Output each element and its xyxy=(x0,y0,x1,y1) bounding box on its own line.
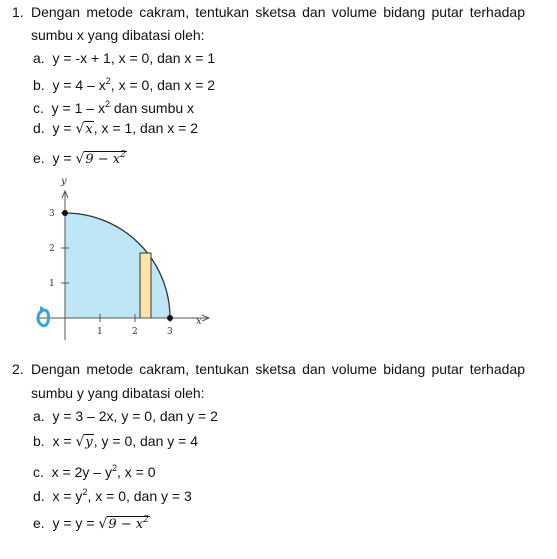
y-axis-label: y xyxy=(61,176,67,187)
question-2-item-c xyxy=(33,458,156,482)
item-text-pre: y = xyxy=(52,120,76,136)
item-text-pre: x = 2y – y xyxy=(51,464,112,480)
question-2-intro-line2: sumbu y yang dibatasi oleh: xyxy=(31,385,205,401)
question-1-item-b xyxy=(33,71,215,95)
item-text-pre: y = 1 – x xyxy=(51,100,105,116)
x-tick-label: 1 xyxy=(97,327,103,337)
question-2-item-b xyxy=(33,431,198,453)
question-2-item-a xyxy=(33,406,218,426)
question-1-item-d xyxy=(33,118,198,140)
square-root: $√9 - x^2$ xyxy=(98,515,149,532)
item-text-post: , y = 0, dan y = 4 xyxy=(93,433,199,449)
shaded-region xyxy=(65,213,170,318)
radicand-exponent: 2 xyxy=(120,150,126,160)
item-label: e. xyxy=(33,515,45,531)
item-text-pre: y = xyxy=(52,150,76,166)
item-label: e. xyxy=(33,150,45,166)
radicand: 9 − x xyxy=(85,152,121,167)
item-label: d. xyxy=(33,120,45,136)
question-2-intro-line1: Dengan metode cakram, tentukan sketsa dan volume bidang putar terhadap xyxy=(31,361,525,377)
item-exponent: 2 xyxy=(111,463,117,473)
item-label: c. xyxy=(33,464,44,480)
item-text: y = -x + 1, x = 0, dan x = 1 xyxy=(52,50,216,66)
radicand: y xyxy=(85,435,93,450)
rotation-arrow-icon xyxy=(38,306,49,326)
x-tick-label: 2 xyxy=(132,327,138,337)
x-tick-label: 3 xyxy=(167,327,173,337)
question-1-item-a xyxy=(33,48,215,68)
item-text-pre: x = xyxy=(52,433,76,449)
disk-strip xyxy=(140,253,151,318)
question-2-item-e xyxy=(33,510,150,535)
x-axis-label: x xyxy=(196,316,202,327)
item-label: c. xyxy=(33,100,44,116)
item-label: a. xyxy=(33,50,45,66)
question-1-item-c xyxy=(33,94,194,118)
item-text-pre: y = 4 – x xyxy=(52,77,106,93)
radicand: 9 − x xyxy=(108,517,144,532)
square-root: √x xyxy=(75,121,93,137)
item-text-post: , x = 0, dan y = 3 xyxy=(87,488,192,504)
radicand-exponent: 2 xyxy=(143,515,149,525)
item-label: b. xyxy=(33,77,45,93)
question-1-number: 1. xyxy=(12,4,24,20)
item-label: b. xyxy=(33,433,45,449)
item-exponent: 2 xyxy=(104,99,110,109)
square-root: $√9 - x^2$ xyxy=(75,150,126,167)
square-root: √y xyxy=(75,434,93,450)
y-tick-label: 2 xyxy=(49,244,55,254)
item-exponent: 2 xyxy=(82,487,88,497)
item-text-pre: y = y = xyxy=(52,515,99,531)
item-exponent: 2 xyxy=(105,76,111,86)
point-0-3 xyxy=(62,210,68,216)
item-text-pre: x = y xyxy=(52,488,83,504)
question-2-number: 2. xyxy=(12,361,24,377)
item-text: y = 3 – 2x, y = 0, dan y = 2 xyxy=(52,408,218,424)
question-1-intro-line2: sumbu x yang dibatasi oleh: xyxy=(31,27,205,43)
item-label: a. xyxy=(33,408,45,424)
solid-of-revolution-graph xyxy=(28,172,218,348)
item-text-post: , x = 0, dan x = 2 xyxy=(110,77,216,93)
question-1-intro-line1: Dengan metode cakram, tentukan sketsa dan volume bidang putar terhadap xyxy=(31,4,525,20)
item-label: d. xyxy=(33,488,45,504)
item-text-post: dan sumbu x xyxy=(110,100,195,116)
radicand: x xyxy=(85,122,93,137)
question-2-item-d xyxy=(33,482,192,506)
item-text-post: , x = 0 xyxy=(117,464,156,480)
question-1-item-e xyxy=(33,145,127,170)
point-3-0 xyxy=(167,315,173,321)
y-tick-label: 1 xyxy=(49,279,55,289)
item-text-post: , x = 1, dan x = 2 xyxy=(93,120,198,136)
y-tick-label: 3 xyxy=(49,209,55,219)
